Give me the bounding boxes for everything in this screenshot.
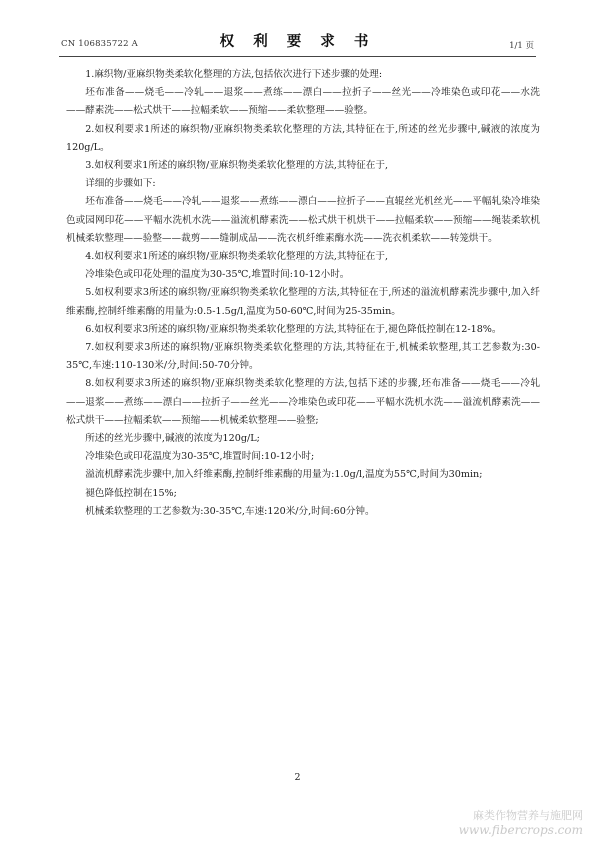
- claim-6: 6.如权利要求3所述的麻织物/亚麻织物类柔软化整理的方法,其特征在于,褪色降低控制在12-18%。: [85, 323, 502, 335]
- claim-5: 5.如权利要求3所述的麻织物/亚麻织物类柔软化整理的方法,其特征在于,所述的溢流机酵素洗步骤中,加入纤维素酶,控制纤维素酶的用量为:0.5-1.5g/l,温度为50-60℃,时间为25-35min。: [66, 287, 540, 317]
- claim-3-intro: 详细的步骤如下:: [85, 178, 156, 190]
- claim-8-fading: 褪色降低控制在15%;: [85, 487, 177, 499]
- page-number: 2: [294, 772, 301, 783]
- claim-4-detail: 冷堆染色或印花处理的温度为30-35℃,堆置时间:10-12小时。: [85, 269, 350, 281]
- claim-8-mercerizing: 所述的丝光步骤中,碱液的浓度为120g/L;: [85, 433, 260, 445]
- claim-8-cold-pad: 冷堆染色或印花温度为30-35℃,堆置时间:10-12小时;: [85, 451, 315, 463]
- page-title: 权 利 要 求 书: [219, 33, 376, 50]
- claim-3-steps: 坯布准备——烧毛——冷轧——退浆——煮练——漂白——拉折子——直辊丝光机丝光——平幅轧染冷堆染色或园网印花——平幅水洗机水洗——溢流机酵素洗——松式烘干机烘干——拉幅柔软——预缩——绳装柔软机机械柔软整理——验整——裁剪——缝制成品——洗衣机纤维素酶水洗——洗衣机柔软——转笼烘干。: [66, 196, 540, 244]
- claim-4: 4.如权利要求1所述的麻织物/亚麻织物类柔软化整理的方法,其特征在于,: [85, 251, 388, 263]
- claim-1: 1.麻织物/亚麻织物类柔软化整理的方法,包括依次进行下述步骤的处理:: [85, 69, 383, 80]
- claim-8-mechanical-softening: 机械柔软整理的工艺参数为:30-35℃,车速:120米/分,时间:60分钟。: [85, 505, 375, 517]
- claim-8-enzyme-wash: 溢流机酵素洗步骤中,加入纤维素酶,控制纤维素酶的用量为:1.0g/l,温度为55℃,时间为30min;: [85, 469, 483, 481]
- claim-1-steps: 坯布准备——烧毛——冷轧——退浆——煮练——漂白——拉折子——丝光——冷堆染色或印花——水洗——酵素洗——松式烘干——拉幅柔软——预缩——柔软整理——验整。: [66, 87, 540, 117]
- page-count-label: 1/1 页: [509, 41, 534, 51]
- claim-3: 3.如权利要求1所述的麻织物/亚麻织物类柔软化整理的方法,其特征在于,: [85, 160, 388, 172]
- watermark-url: www.fibercrops.com: [458, 823, 583, 837]
- watermark: [459, 808, 583, 838]
- header-divider: [59, 56, 536, 57]
- claims-body: [66, 66, 540, 521]
- watermark-site-name: 麻类作物营养与施肥网: [473, 809, 583, 822]
- claim-8: 8.如权利要求3所述的麻织物/亚麻织物类柔软化整理的方法,包括下述的步骤,坯布准备——烧毛——冷轧——退浆——煮练——漂白——拉折子——丝光——冷堆染色或印花——平幅水洗机水洗——溢流机酵素洗——松式烘干——拉幅柔软——预缩——机械柔软整理——验整;: [66, 378, 540, 426]
- claim-2: 2.如权利要求1所述的麻织物/亚麻织物类柔软化整理的方法,其特征在于,所述的丝光步骤中,碱液的浓度为120g/L。: [66, 123, 540, 153]
- claim-7: 7.如权利要求3所述的麻织物/亚麻织物类柔软化整理的方法,其特征在于,机械柔软整理,其工艺参数为:30-35℃,车速:110-130米/分,时间:50-70分钟。: [66, 342, 540, 372]
- patent-number: CN 106835722 A: [61, 39, 138, 49]
